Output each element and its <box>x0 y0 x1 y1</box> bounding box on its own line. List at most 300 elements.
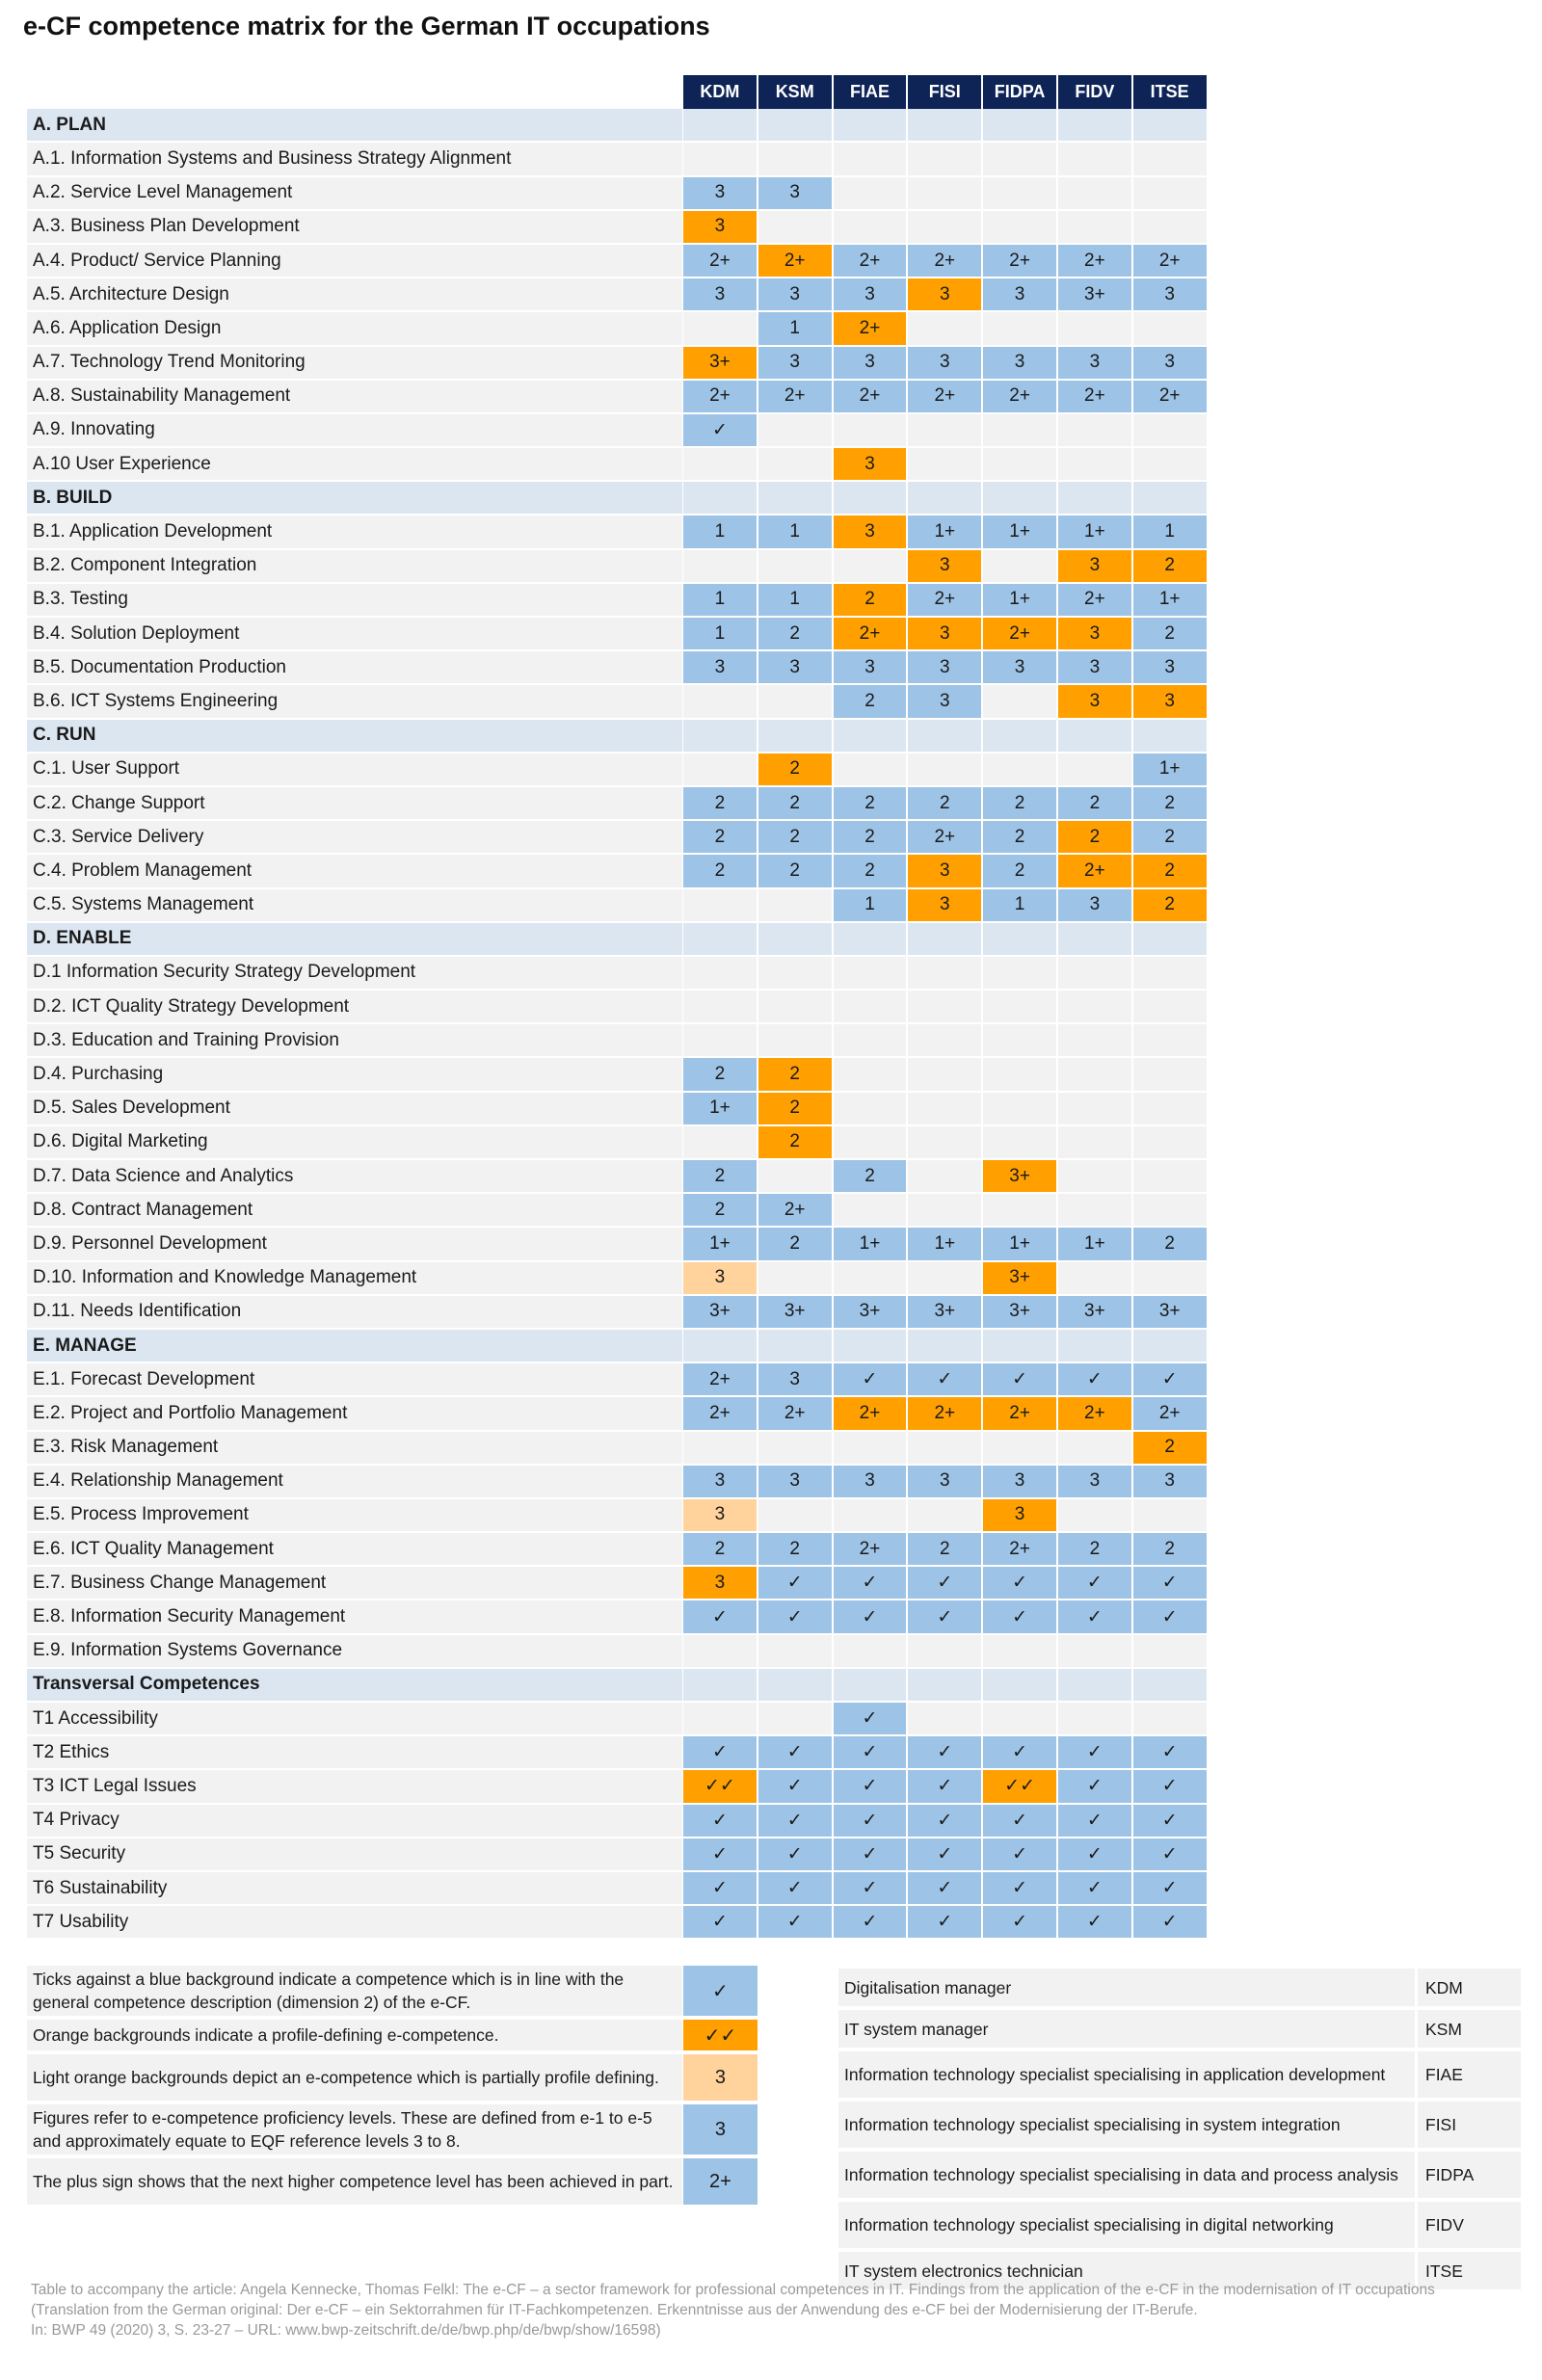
occupation-code: KDM <box>1415 1969 1521 2010</box>
matrix-cell-kdm <box>682 720 758 754</box>
abbreviation-row <box>838 2051 1521 2102</box>
matrix-cell-fiae: 3 <box>833 516 908 549</box>
matrix-cell-kdm <box>682 957 758 991</box>
matrix-cell-fiae <box>833 1432 908 1466</box>
matrix-cell-kdm: 2+ <box>682 381 758 414</box>
matrix-cell-fiae: 2 <box>833 584 908 618</box>
matrix-cell-ksm <box>758 1160 833 1194</box>
competence-row <box>27 889 1208 923</box>
competence-label: E.2. Project and Portfolio Management <box>27 1397 682 1431</box>
matrix-cell-fiae <box>833 177 908 211</box>
matrix-cell-itse <box>1132 1160 1208 1194</box>
matrix-cell-fisi: 3+ <box>907 1296 982 1330</box>
column-header-ksm: KSM <box>758 75 833 109</box>
matrix-cell-fidpa <box>982 448 1057 482</box>
matrix-cell-fisi: 3 <box>907 1466 982 1499</box>
matrix-cell-fidv: 3 <box>1057 618 1132 651</box>
competence-row <box>27 1703 1208 1736</box>
competence-label: C.2. Change Support <box>27 787 682 821</box>
matrix-cell-fidv <box>1057 720 1132 754</box>
section-label: D. ENABLE <box>27 923 682 957</box>
competence-row <box>27 651 1208 685</box>
matrix-cell-itse <box>1132 957 1208 991</box>
competence-row <box>27 381 1208 414</box>
matrix-cell-fidpa: 2 <box>982 821 1057 855</box>
competence-row <box>27 821 1208 855</box>
matrix-cell-ksm: 3+ <box>758 1296 833 1330</box>
legend-text: Figures refer to e-competence proficiency levels. These are defined from e-1 to e-5 and approximately equate to EQF reference levels 3 to 8. <box>27 2104 682 2158</box>
competence-row <box>27 1228 1208 1261</box>
matrix-cell-itse: ✓ <box>1132 1770 1208 1804</box>
competence-label: E.7. Business Change Management <box>27 1567 682 1600</box>
matrix-cell-fisi <box>907 1262 982 1296</box>
matrix-cell-itse: 3 <box>1132 685 1208 719</box>
matrix-cell-kdm: ✓ <box>682 1805 758 1838</box>
competence-label: B.4. Solution Deployment <box>27 618 682 651</box>
competence-label: A.9. Innovating <box>27 414 682 448</box>
matrix-cell-fidv <box>1057 1093 1132 1126</box>
matrix-cell-fidpa <box>982 1093 1057 1126</box>
matrix-cell-kdm: 1 <box>682 584 758 618</box>
competence-label: A.4. Product/ Service Planning <box>27 245 682 278</box>
competence-label: E.5. Process Improvement <box>27 1499 682 1533</box>
matrix-cell-fisi <box>907 1194 982 1228</box>
legend-row <box>27 2054 758 2104</box>
competence-label: B.5. Documentation Production <box>27 651 682 685</box>
matrix-cell-fidv <box>1057 1058 1132 1092</box>
competence-row <box>27 618 1208 651</box>
competence-row <box>27 448 1208 482</box>
matrix-cell-fiae <box>833 1669 908 1703</box>
matrix-cell-ksm: 2 <box>758 754 833 787</box>
matrix-cell-fiae: ✓ <box>833 1567 908 1600</box>
matrix-cell-fisi <box>907 1058 982 1092</box>
abbreviation-row <box>838 2102 1521 2152</box>
matrix-cell-fidpa: ✓ <box>982 1567 1057 1600</box>
matrix-cell-fiae: 2+ <box>833 312 908 346</box>
competence-row <box>27 1296 1208 1330</box>
column-header-fisi: FISI <box>907 75 982 109</box>
matrix-cell-fisi <box>907 1126 982 1160</box>
matrix-cell-fidv <box>1057 1024 1132 1058</box>
matrix-cell-fidv: ✓ <box>1057 1906 1132 1940</box>
matrix-cell-ksm: 3 <box>758 1466 833 1499</box>
matrix-cell-kdm: 2 <box>682 1058 758 1092</box>
matrix-cell-itse: 3 <box>1132 651 1208 685</box>
competence-row <box>27 1906 1208 1940</box>
matrix-cell-fiae <box>833 1024 908 1058</box>
matrix-cell-itse: 2 <box>1132 1533 1208 1567</box>
matrix-cell-fidpa <box>982 143 1057 176</box>
competence-row <box>27 1770 1208 1804</box>
legend-text: The plus sign shows that the next higher competence level has been achieved in part. <box>27 2158 682 2208</box>
competence-label: E.8. Information Security Management <box>27 1600 682 1634</box>
matrix-cell-kdm: 1 <box>682 516 758 549</box>
section-label: E. MANAGE <box>27 1330 682 1363</box>
matrix-cell-fidv <box>1057 1669 1132 1703</box>
matrix-cell-fidv: 2+ <box>1057 245 1132 278</box>
section-label: A. PLAN <box>27 109 682 143</box>
matrix-cell-ksm: 2+ <box>758 1397 833 1431</box>
matrix-cell-fidpa <box>982 482 1057 516</box>
matrix-cell-fisi <box>907 754 982 787</box>
matrix-cell-itse: ✓ <box>1132 1838 1208 1872</box>
competence-label: D.3. Education and Training Provision <box>27 1024 682 1058</box>
matrix-header-row <box>27 75 1208 109</box>
matrix-cell-ksm <box>758 685 833 719</box>
matrix-cell-fisi: 2+ <box>907 381 982 414</box>
matrix-cell-fiae: 2 <box>833 787 908 821</box>
competence-label: A.5. Architecture Design <box>27 278 682 312</box>
competence-row <box>27 414 1208 448</box>
matrix-cell-itse: 2 <box>1132 787 1208 821</box>
matrix-cell-itse: 2+ <box>1132 381 1208 414</box>
matrix-cell-fisi <box>907 211 982 245</box>
competence-label: B.3. Testing <box>27 584 682 618</box>
matrix-cell-fidv: ✓ <box>1057 1872 1132 1906</box>
matrix-cell-fiae <box>833 923 908 957</box>
competence-label: T1 Accessibility <box>27 1703 682 1736</box>
matrix-cell-ksm: 3 <box>758 278 833 312</box>
matrix-cell-fiae <box>833 1194 908 1228</box>
matrix-cell-itse: ✓ <box>1132 1736 1208 1770</box>
occupation-name: IT system electronics technician <box>838 2252 1415 2293</box>
matrix-cell-kdm <box>682 312 758 346</box>
matrix-cell-fisi <box>907 482 982 516</box>
matrix-cell-itse <box>1132 482 1208 516</box>
matrix-cell-kdm: ✓ <box>682 1736 758 1770</box>
matrix-cell-fidv <box>1057 1499 1132 1533</box>
matrix-cell-fisi: 1+ <box>907 516 982 549</box>
matrix-cell-fidpa <box>982 550 1057 584</box>
matrix-cell-fisi: 1+ <box>907 1228 982 1261</box>
matrix-cell-ksm: ✓ <box>758 1736 833 1770</box>
matrix-cell-fisi: ✓ <box>907 1906 982 1940</box>
matrix-cell-kdm <box>682 448 758 482</box>
matrix-cell-fidv: ✓ <box>1057 1567 1132 1600</box>
matrix-cell-fidv <box>1057 991 1132 1024</box>
matrix-cell-ksm <box>758 143 833 176</box>
matrix-cell-kdm: 1+ <box>682 1093 758 1126</box>
matrix-cell-fidpa: 2+ <box>982 618 1057 651</box>
matrix-cell-fidpa: 2+ <box>982 1397 1057 1431</box>
footer-citation: Table to accompany the article: Angela Kennecke, Thomas Felkl: The e-CF – a sector framework for professional competences in IT. Findings from the application of the e-CF in the modernisation of IT occupations (Translation from the German original: Der e-CF – ein Sektorrahmen für IT-Fachkompetenzen. Erkenntnisse aus der Anwendung des e-CF bei der Modernisierung der IT-Berufe. <box>31 2282 1435 2318</box>
matrix-cell-fidpa <box>982 923 1057 957</box>
matrix-cell-fisi <box>907 448 982 482</box>
matrix-cell-fidv: 3 <box>1057 347 1132 381</box>
legend-text: Ticks against a blue background indicate a competence which is in line with the general competence description (dimension 2) of the e-CF. <box>27 1966 682 2020</box>
matrix-cell-fidpa: 3 <box>982 347 1057 381</box>
matrix-cell-fidv <box>1057 1330 1132 1363</box>
matrix-cell-fidpa: 3 <box>982 1499 1057 1533</box>
matrix-cell-fisi <box>907 1330 982 1363</box>
matrix-cell-itse: 2 <box>1132 855 1208 888</box>
competence-row <box>27 550 1208 584</box>
competence-label: D.6. Digital Marketing <box>27 1126 682 1160</box>
matrix-cell-ksm: 1 <box>758 584 833 618</box>
matrix-cell-fisi <box>907 1093 982 1126</box>
matrix-cell-kdm: 3 <box>682 1567 758 1600</box>
matrix-cell-kdm: 2 <box>682 1533 758 1567</box>
competence-label: T3 ICT Legal Issues <box>27 1770 682 1804</box>
footer-url: In: BWP 49 (2020) 3, S. 23-27 – URL: www.bwp-zeitschrift.de/de/bwp.php/de/bwp/show/16598) <box>31 2322 661 2339</box>
matrix-cell-ksm: 2+ <box>758 1194 833 1228</box>
matrix-cell-fidv <box>1057 312 1132 346</box>
matrix-cell-fidpa: 1+ <box>982 1228 1057 1261</box>
matrix-cell-fidpa <box>982 1024 1057 1058</box>
matrix-cell-itse: 2 <box>1132 550 1208 584</box>
matrix-cell-itse <box>1132 1058 1208 1092</box>
competence-row <box>27 1058 1208 1092</box>
matrix-cell-itse: ✓ <box>1132 1363 1208 1397</box>
matrix-cell-fiae: 3+ <box>833 1296 908 1330</box>
matrix-corner <box>27 75 682 109</box>
matrix-cell-fidv: ✓ <box>1057 1838 1132 1872</box>
matrix-cell-ksm: 3 <box>758 1363 833 1397</box>
matrix-cell-fiae: 2+ <box>833 381 908 414</box>
column-header-itse: ITSE <box>1132 75 1208 109</box>
matrix-cell-fiae <box>833 1093 908 1126</box>
matrix-cell-ksm <box>758 991 833 1024</box>
matrix-cell-fidpa: 3+ <box>982 1296 1057 1330</box>
matrix-cell-kdm <box>682 1635 758 1669</box>
matrix-cell-fidpa <box>982 1635 1057 1669</box>
matrix-cell-kdm <box>682 109 758 143</box>
matrix-cell-fidpa: 3 <box>982 278 1057 312</box>
matrix-cell-ksm <box>758 1432 833 1466</box>
matrix-cell-fiae: ✓ <box>833 1838 908 1872</box>
matrix-cell-fidpa <box>982 414 1057 448</box>
matrix-cell-ksm: 2 <box>758 1126 833 1160</box>
matrix-cell-itse: ✓ <box>1132 1600 1208 1634</box>
competence-row <box>27 1533 1208 1567</box>
competence-row <box>27 1499 1208 1533</box>
matrix-cell-fidv <box>1057 109 1132 143</box>
matrix-cell-fiae <box>833 1499 908 1533</box>
matrix-cell-fiae <box>833 720 908 754</box>
matrix-cell-fisi <box>907 991 982 1024</box>
matrix-cell-fisi: ✓ <box>907 1567 982 1600</box>
matrix-cell-fidpa: ✓ <box>982 1838 1057 1872</box>
competence-row <box>27 1024 1208 1058</box>
competence-label: B.6. ICT Systems Engineering <box>27 685 682 719</box>
matrix-cell-fidv: 3 <box>1057 889 1132 923</box>
matrix-cell-fisi <box>907 1635 982 1669</box>
occupation-name: Information technology specialist specialising in data and process analysis <box>838 2152 1415 2202</box>
matrix-cell-fiae: 3 <box>833 448 908 482</box>
matrix-cell-fiae <box>833 1330 908 1363</box>
matrix-cell-kdm <box>682 685 758 719</box>
legend-text: Light orange backgrounds depict an e-competence which is partially profile defining. <box>27 2054 682 2104</box>
matrix-cell-kdm: 3 <box>682 278 758 312</box>
competence-label: D.5. Sales Development <box>27 1093 682 1126</box>
matrix-cell-kdm: 3 <box>682 1466 758 1499</box>
matrix-cell-fidpa: 2+ <box>982 381 1057 414</box>
abbreviation-row <box>838 2010 1521 2051</box>
matrix-cell-fidpa <box>982 312 1057 346</box>
matrix-cell-kdm: 2 <box>682 787 758 821</box>
competence-label: A.1. Information Systems and Business Strategy Alignment <box>27 143 682 176</box>
matrix-cell-fisi <box>907 177 982 211</box>
matrix-cell-fiae: 2+ <box>833 618 908 651</box>
matrix-cell-fisi <box>907 923 982 957</box>
matrix-cell-fisi <box>907 720 982 754</box>
matrix-cell-fidpa: 2+ <box>982 1533 1057 1567</box>
matrix-cell-fidv: 2 <box>1057 1533 1132 1567</box>
legend-swatch: 3 <box>682 2104 758 2158</box>
competence-row <box>27 1363 1208 1397</box>
matrix-cell-fidv: ✓ <box>1057 1805 1132 1838</box>
occupation-code: FIDV <box>1415 2202 1521 2252</box>
matrix-cell-itse: 2+ <box>1132 1397 1208 1431</box>
competence-label: D.11. Needs Identification <box>27 1296 682 1330</box>
matrix-cell-fidv: 1+ <box>1057 1228 1132 1261</box>
matrix-cell-fisi <box>907 957 982 991</box>
matrix-cell-fisi: 2+ <box>907 584 982 618</box>
matrix-cell-fisi: 3 <box>907 651 982 685</box>
competence-row <box>27 177 1208 211</box>
legend-row <box>27 2158 758 2208</box>
matrix-cell-fiae: ✓ <box>833 1600 908 1634</box>
matrix-cell-ksm: 2 <box>758 1533 833 1567</box>
matrix-cell-fiae: ✓ <box>833 1770 908 1804</box>
matrix-cell-ksm <box>758 957 833 991</box>
matrix-cell-itse: 2 <box>1132 889 1208 923</box>
matrix-cell-ksm <box>758 109 833 143</box>
competence-label: D.4. Purchasing <box>27 1058 682 1092</box>
legend-swatch: ✓✓ <box>682 2020 758 2054</box>
source-footer <box>31 2280 1476 2340</box>
competence-label: A.10 User Experience <box>27 448 682 482</box>
matrix-cell-fidpa <box>982 1194 1057 1228</box>
matrix-cell-itse: 2+ <box>1132 245 1208 278</box>
matrix-cell-itse <box>1132 448 1208 482</box>
column-header-fidpa: FIDPA <box>982 75 1057 109</box>
competence-label: C.1. User Support <box>27 754 682 787</box>
competence-row <box>27 1432 1208 1466</box>
matrix-cell-fidv: ✓ <box>1057 1770 1132 1804</box>
matrix-cell-ksm <box>758 1669 833 1703</box>
competence-label: E.6. ICT Quality Management <box>27 1533 682 1567</box>
matrix-cell-kdm <box>682 754 758 787</box>
matrix-cell-fidpa <box>982 109 1057 143</box>
legend-swatch: ✓ <box>682 1966 758 2020</box>
matrix-cell-fisi: 2+ <box>907 1397 982 1431</box>
matrix-cell-itse: 2 <box>1132 1228 1208 1261</box>
matrix-cell-fidv <box>1057 177 1132 211</box>
matrix-cell-fiae: ✓ <box>833 1703 908 1736</box>
matrix-cell-itse: 1 <box>1132 516 1208 549</box>
matrix-cell-fidv <box>1057 143 1132 176</box>
competence-row <box>27 312 1208 346</box>
matrix-cell-fidpa: ✓ <box>982 1906 1057 1940</box>
matrix-cell-fiae: 3 <box>833 278 908 312</box>
matrix-cell-fisi: 3 <box>907 889 982 923</box>
legend-table <box>27 1966 758 2208</box>
matrix-cell-itse: 2 <box>1132 1432 1208 1466</box>
competence-row <box>27 143 1208 176</box>
matrix-cell-fisi: ✓ <box>907 1805 982 1838</box>
occupation-code: FIDPA <box>1415 2152 1521 2202</box>
competence-row <box>27 347 1208 381</box>
legend-text: Orange backgrounds indicate a profile-defining e-competence. <box>27 2020 682 2054</box>
occupation-code: FIAE <box>1415 2051 1521 2102</box>
matrix-cell-ksm <box>758 550 833 584</box>
matrix-cell-ksm <box>758 1703 833 1736</box>
competence-label: E.4. Relationship Management <box>27 1466 682 1499</box>
matrix-cell-fidpa <box>982 1058 1057 1092</box>
matrix-cell-ksm <box>758 211 833 245</box>
matrix-cell-fidpa: 1+ <box>982 584 1057 618</box>
matrix-cell-fisi: 3 <box>907 618 982 651</box>
matrix-cell-kdm <box>682 1669 758 1703</box>
matrix-cell-itse <box>1132 720 1208 754</box>
abbreviation-table <box>838 1969 1521 2293</box>
competence-row <box>27 1567 1208 1600</box>
section-row <box>27 1330 1208 1363</box>
competence-row <box>27 957 1208 991</box>
matrix-cell-fiae: 2 <box>833 1160 908 1194</box>
matrix-cell-kdm: ✓ <box>682 1906 758 1940</box>
matrix-cell-fiae <box>833 482 908 516</box>
competence-label: A.2. Service Level Management <box>27 177 682 211</box>
matrix-cell-fidpa: 3+ <box>982 1160 1057 1194</box>
matrix-cell-fidv: 3 <box>1057 685 1132 719</box>
matrix-cell-itse <box>1132 109 1208 143</box>
matrix-cell-kdm: 3+ <box>682 1296 758 1330</box>
matrix-cell-fidv: 3+ <box>1057 1296 1132 1330</box>
matrix-cell-fiae: 1 <box>833 889 908 923</box>
competence-row <box>27 754 1208 787</box>
matrix-cell-kdm: ✓ <box>682 1600 758 1634</box>
matrix-cell-fiae <box>833 1058 908 1092</box>
matrix-cell-fiae <box>833 143 908 176</box>
matrix-cell-fidv: 2 <box>1057 821 1132 855</box>
competence-row <box>27 211 1208 245</box>
occupation-code: FISI <box>1415 2102 1521 2152</box>
matrix-cell-kdm <box>682 889 758 923</box>
competence-label: C.3. Service Delivery <box>27 821 682 855</box>
matrix-cell-fidv <box>1057 1126 1132 1160</box>
matrix-cell-itse: 3 <box>1132 347 1208 381</box>
matrix-cell-fidv: 2 <box>1057 787 1132 821</box>
matrix-cell-fiae: 2+ <box>833 1533 908 1567</box>
competence-label: A.6. Application Design <box>27 312 682 346</box>
matrix-cell-fidv <box>1057 1160 1132 1194</box>
matrix-cell-ksm: 2 <box>758 1093 833 1126</box>
matrix-cell-kdm: 2 <box>682 1194 758 1228</box>
matrix-cell-fiae <box>833 754 908 787</box>
matrix-cell-fisi <box>907 1432 982 1466</box>
matrix-cell-itse: ✓ <box>1132 1805 1208 1838</box>
competence-row <box>27 1872 1208 1906</box>
matrix-cell-kdm: 3 <box>682 1262 758 1296</box>
competence-label: D.9. Personnel Development <box>27 1228 682 1261</box>
matrix-cell-ksm: 2 <box>758 1228 833 1261</box>
matrix-cell-fiae <box>833 550 908 584</box>
matrix-cell-itse <box>1132 1093 1208 1126</box>
matrix-cell-fisi: 2+ <box>907 821 982 855</box>
matrix-cell-itse <box>1132 991 1208 1024</box>
matrix-cell-ksm: 2+ <box>758 381 833 414</box>
matrix-cell-fiae: 3 <box>833 1466 908 1499</box>
matrix-cell-itse <box>1132 312 1208 346</box>
matrix-cell-itse <box>1132 1126 1208 1160</box>
matrix-cell-ksm: 3 <box>758 347 833 381</box>
matrix-cell-fidv <box>1057 923 1132 957</box>
matrix-cell-kdm: ✓✓ <box>682 1770 758 1804</box>
matrix-cell-ksm: ✓ <box>758 1872 833 1906</box>
